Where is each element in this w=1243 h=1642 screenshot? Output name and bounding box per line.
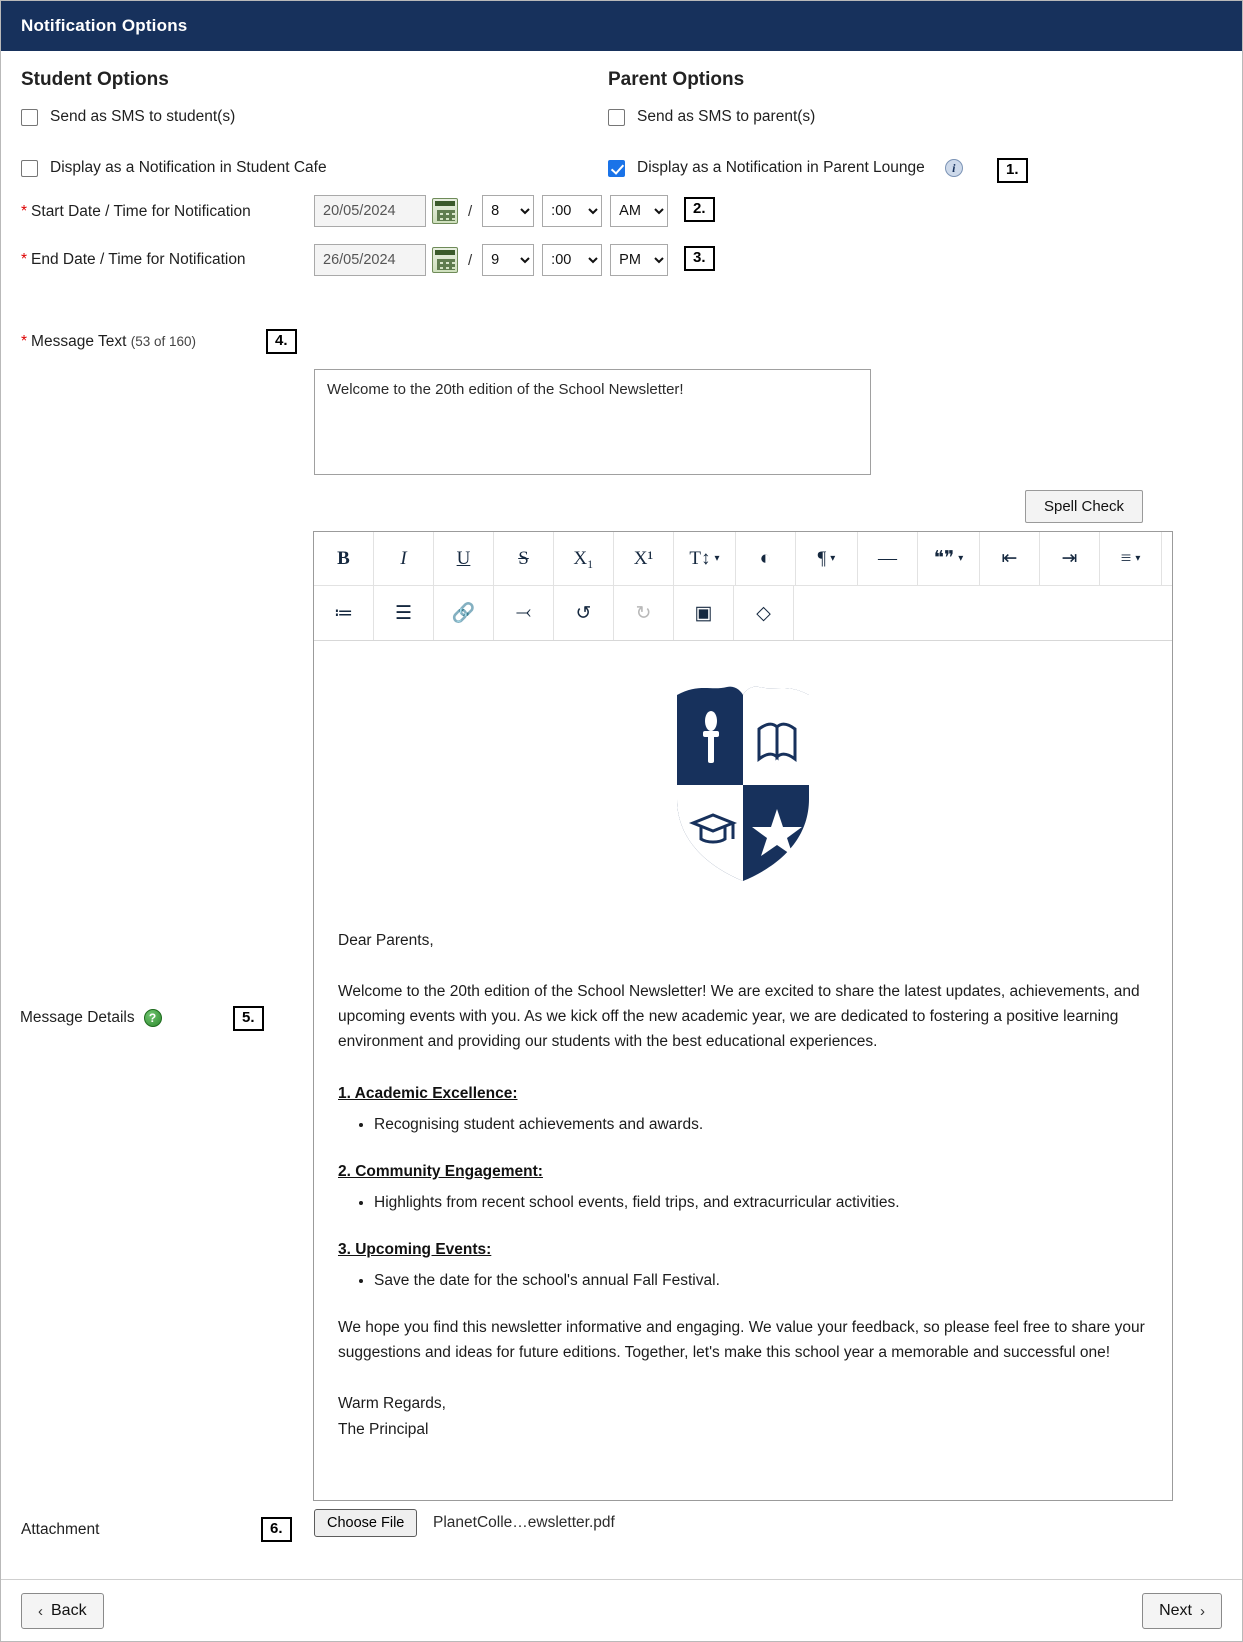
horizontal-rule-icon[interactable]: — [858, 532, 918, 585]
toolbar-spacer [1162, 532, 1172, 585]
message-text-label-text: Message Text [31, 333, 127, 350]
footer-bar [1, 1579, 1242, 1641]
required-marker: * [21, 333, 28, 350]
bold-icon[interactable]: B [314, 532, 374, 585]
editor-toolbar-row-1 [314, 532, 1172, 586]
editor-closing-paragraph: We hope you find this newsletter informative and engaging. We value your feedback, so please feel free to share your suggestions and ideas for future editions. Together, let's make this school year a memorable and successful one! [338, 1319, 1145, 1362]
send-sms-parent-checkbox[interactable] [608, 109, 625, 126]
message-details-label-text: Message Details [20, 1009, 135, 1026]
next-button-label: Next [1159, 1602, 1192, 1619]
end-datetime-label [21, 251, 246, 269]
step-badge-5: 5. [233, 1006, 264, 1031]
help-icon[interactable]: ? [144, 1009, 162, 1027]
text-color-icon[interactable]: ◐ [736, 532, 796, 585]
send-sms-parent-label: Send as SMS to parent(s) [637, 108, 816, 125]
end-datetime-label-text: End Date / Time for Notification [31, 251, 246, 268]
choose-file-button[interactable]: Choose File [314, 1509, 417, 1537]
editor-section-3-heading: 3. Upcoming Events: [338, 1240, 492, 1258]
checkbox-row-display-parent-lounge[interactable] [608, 159, 963, 177]
checkbox-row-send-sms-student[interactable] [21, 108, 235, 126]
display-student-cafe-checkbox[interactable] [21, 160, 38, 177]
required-marker: * [21, 251, 28, 268]
start-date-separator: / [468, 202, 473, 220]
school-crest-image [338, 681, 1148, 894]
link-icon[interactable]: 🔗 [434, 586, 494, 640]
superscript-icon[interactable]: X¹ [614, 532, 674, 585]
editor-toolbar-row-2 [314, 586, 1172, 640]
calendar-icon[interactable] [432, 247, 458, 273]
end-ampm-select[interactable] [610, 244, 668, 276]
outdent-icon[interactable]: ⇤ [980, 532, 1040, 585]
share-icon[interactable]: ⤙ [494, 586, 554, 640]
spell-check-button[interactable]: Spell Check [1025, 490, 1143, 523]
message-text-label [21, 333, 196, 351]
strikethrough-icon[interactable]: S [494, 532, 554, 585]
calendar-icon[interactable] [432, 198, 458, 224]
quote-icon[interactable]: ❝❞ ▾ [918, 532, 980, 585]
checkbox-row-display-student-cafe[interactable] [21, 159, 327, 177]
send-sms-student-label: Send as SMS to student(s) [50, 108, 236, 125]
chevron-right-icon: › [1200, 1602, 1205, 1620]
window-title-bar [1, 1, 1242, 51]
step-badge-3: 3. [684, 246, 715, 271]
start-datetime-label-text: Start Date / Time for Notification [31, 203, 251, 220]
start-ampm-select[interactable] [610, 195, 668, 227]
editor-section-3-list [338, 1268, 1148, 1293]
attachment-filename: PlanetColle…ewsletter.pdf [433, 1514, 615, 1531]
back-button[interactable] [21, 1593, 104, 1629]
display-student-cafe-label: Display as a Notification in Student Cafe [50, 159, 327, 176]
checkbox-row-send-sms-parent[interactable] [608, 108, 815, 126]
paragraph-format-icon[interactable]: ¶ ▾ [796, 532, 858, 585]
step-badge-4: 4. [266, 329, 297, 354]
subscript-icon[interactable]: X₁ [554, 532, 614, 585]
display-parent-lounge-checkbox[interactable] [608, 160, 625, 177]
start-datetime-label [21, 203, 251, 221]
message-details-label [20, 1009, 162, 1027]
back-button-label: Back [51, 1602, 87, 1619]
display-parent-lounge-label: Display as a Notification in Parent Lounge [637, 159, 925, 176]
undo-icon[interactable]: ↺ [554, 586, 614, 640]
attachment-label: Attachment [21, 1521, 100, 1538]
end-minute-select[interactable] [542, 244, 602, 276]
editor-sign-off: Warm Regards, [338, 1395, 446, 1413]
editor-section-2-list [338, 1190, 1148, 1215]
chevron-left-icon: ‹ [38, 1602, 43, 1620]
italic-icon[interactable]: I [374, 532, 434, 585]
editor-intro-paragraph: Welcome to the 20th edition of the School Newsletter! We are excited to share the latest updates, achievements, and upcoming events with you. As we kick off the new academic year, we are dedicated to fostering a positive learning environment and providing our students with the best educational experiences. [338, 983, 1140, 1051]
list-item: • Save the date for the school's annual Fall Festival. [374, 1268, 1148, 1293]
image-icon[interactable]: ▣ [674, 586, 734, 640]
list-item: • Highlights from recent school events, field trips, and extracurricular activities. [374, 1190, 1148, 1215]
indent-icon[interactable]: ⇥ [1040, 532, 1100, 585]
editor-section-1-list [338, 1112, 1148, 1137]
editor-section-1-heading: 1. Academic Excellence: [338, 1084, 518, 1102]
editor-section-2-heading: 2. Community Engagement: [338, 1162, 543, 1180]
info-icon[interactable]: i [945, 159, 963, 177]
parent-options-heading: Parent Options [608, 69, 745, 90]
start-hour-select[interactable] [482, 195, 534, 227]
rich-text-editor [313, 531, 1173, 1501]
underline-icon[interactable]: U [434, 532, 494, 585]
font-size-icon[interactable]: T↕ ▾ [674, 532, 736, 585]
ordered-list-icon[interactable]: ≔ [314, 586, 374, 640]
list-item: • Recognising student achievements and awards. [374, 1112, 1148, 1137]
unordered-list-icon[interactable]: ☰ [374, 586, 434, 640]
end-date-input[interactable] [314, 244, 426, 276]
start-date-input[interactable] [314, 195, 426, 227]
step-badge-2: 2. [684, 197, 715, 222]
message-text-counter: (53 of 160) [130, 334, 197, 349]
step-badge-6: 6. [261, 1517, 292, 1542]
window-title: Notification Options [21, 16, 188, 35]
end-datetime-row [314, 244, 668, 276]
required-marker: * [21, 203, 28, 220]
start-datetime-row [314, 195, 668, 227]
step-badge-1: 1. [997, 158, 1028, 183]
clear-formatting-icon[interactable]: ◇ [734, 586, 794, 640]
end-hour-select[interactable] [482, 244, 534, 276]
end-date-separator: / [468, 251, 473, 269]
editor-salutation: Dear Parents, [338, 932, 434, 950]
editor-toolbar [314, 532, 1172, 641]
message-text-input[interactable] [314, 369, 871, 475]
student-options-heading: Student Options [21, 69, 169, 90]
send-sms-student-checkbox[interactable] [21, 109, 38, 126]
editor-content[interactable] [314, 641, 1172, 1503]
toolbar-spacer [794, 586, 1172, 640]
redo-icon[interactable]: ↻ [614, 586, 674, 640]
align-icon[interactable]: ≡ ▾ [1100, 532, 1162, 585]
editor-signature: The Principal [338, 1420, 429, 1438]
next-button[interactable] [1142, 1593, 1222, 1629]
start-minute-select[interactable] [542, 195, 602, 227]
